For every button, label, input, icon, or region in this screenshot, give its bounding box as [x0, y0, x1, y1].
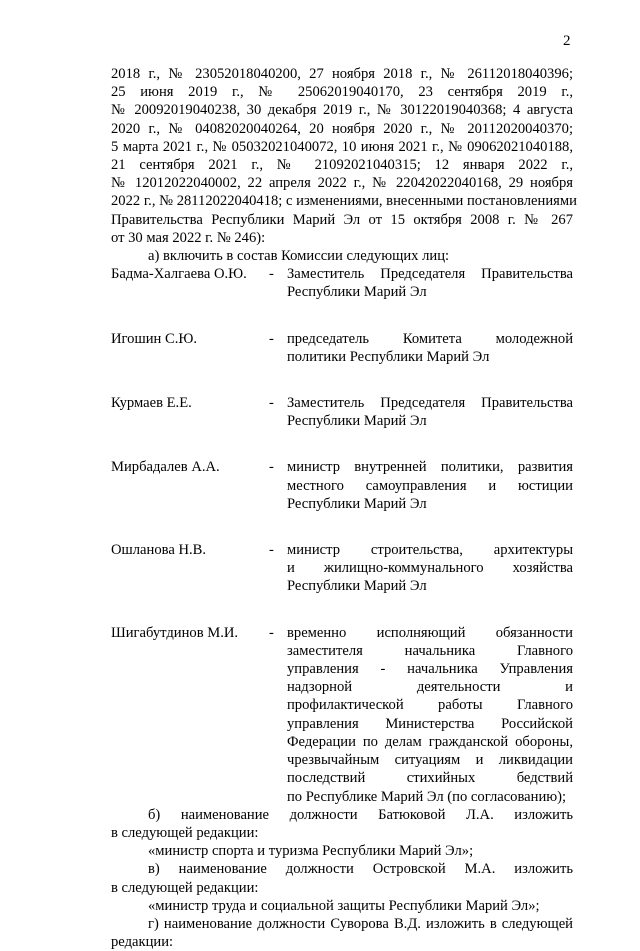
position-line: Республики Марий Эл	[287, 413, 427, 430]
intro-line: № 12012022040002, 22 апреля 2022 г., № 22042022040168, 29 ноября	[111, 175, 573, 192]
page-number: 2	[563, 33, 571, 49]
member-entry	[111, 265, 573, 301]
position-line: Республики Марий Эл	[287, 578, 427, 595]
position-line: последствий стихийных бедствий	[287, 770, 573, 787]
point-b	[111, 806, 573, 861]
position-line: министр строительства, архитектуры	[287, 542, 573, 559]
point-v-line: в следующей редакции:	[111, 879, 259, 896]
intro-line: 25 июня 2019 г., № 25062019040170, 23 сентября 2019 г.,	[111, 84, 573, 101]
intro-line: 2020 г., № 04082020040264, 20 ноября 2020 г., № 20112020040370;	[111, 120, 573, 137]
point-g-line: г) наименование должности Суворова В.Д. изложить в следующей	[148, 915, 573, 932]
position-line: временно исполняющий обязанности	[287, 624, 573, 641]
point-v-quote: «министр труда и социальной защиты Республики Марий Эл»;	[148, 897, 540, 914]
member-dash: -	[269, 395, 274, 412]
position-line: и жилищно-коммунального хозяйства	[287, 560, 573, 577]
position-line: по Республике Марий Эл (по согласованию);	[287, 788, 567, 805]
member-entry	[111, 541, 573, 596]
member-name: Ошланова Н.В.	[111, 542, 207, 559]
point-b-line: в следующей редакции:	[111, 824, 259, 841]
position-line: профилактической работы Главного	[287, 697, 573, 714]
intro-line: 2018 г., № 23052018040200, 27 ноября 2018 г., № 26112018040396;	[111, 66, 573, 82]
member-position	[287, 458, 573, 513]
point-b-line: б) наименование должности Батюковой Л.А. изложить	[148, 806, 573, 823]
member-name: Игошин С.Ю.	[111, 330, 197, 347]
intro-line: от 30 мая 2022 г. № 246):	[111, 229, 266, 246]
point-g	[111, 915, 573, 951]
member-position	[287, 330, 573, 366]
position-line: управления - начальника Управления	[287, 661, 573, 678]
intro-line: 21 сентября 2021 г., № 21092021040315; 12 января 2022 г.,	[111, 157, 573, 174]
member-name: Бадма-Халгаева О.Ю.	[111, 266, 247, 283]
position-line: Заместитель Председателя Правительства	[287, 395, 573, 412]
point-a: а) включить в состав Комиссии следующих лиц:	[148, 248, 450, 265]
member-dash: -	[269, 459, 274, 476]
intro-line: 5 марта 2021 г., № 05032021040072, 10 июня 2021 г., № 09062021040188,	[111, 138, 573, 155]
member-position	[287, 265, 573, 301]
position-line: министр внутренней политики, развития	[287, 459, 573, 476]
member-dash: -	[269, 266, 274, 283]
member-name: Курмаев Е.Е.	[111, 395, 192, 412]
member-dash: -	[269, 330, 274, 347]
point-v-line: в) наименование должности Островской М.А. изложить	[148, 861, 573, 878]
point-g-line: редакции:	[111, 934, 174, 951]
member-position	[287, 541, 573, 596]
position-line: председатель Комитета молодежной	[287, 330, 573, 347]
position-line: заместителя начальника Главного	[287, 642, 573, 659]
member-position	[287, 394, 573, 430]
intro-line: 2022 г., № 28112022040418; с изменениями, внесенными постановлениями	[111, 193, 577, 210]
position-line: местного самоуправления и юстиции	[287, 477, 573, 494]
member-dash: -	[269, 542, 274, 559]
intro-line: Правительства Республики Марий Эл от 15 октября 2008 г. № 267	[111, 211, 573, 228]
member-entry	[111, 458, 573, 513]
member-entry	[111, 330, 573, 366]
position-line: политики Республики Марий Эл	[287, 348, 490, 365]
document-body	[111, 65, 577, 951]
position-line: надзорной деятельности и	[287, 679, 573, 696]
member-entry	[111, 394, 573, 430]
point-b-quote: «министр спорта и туризма Республики Марий Эл»;	[148, 843, 474, 860]
member-name: Шигабутдинов М.И.	[111, 624, 239, 641]
position-line: Республики Марий Эл	[287, 284, 427, 301]
position-line: управления Министерства Российской	[287, 715, 573, 732]
position-line: Республики Марий Эл	[287, 495, 427, 512]
position-line: Заместитель Председателя Правительства	[287, 266, 573, 283]
intro-line: № 20092019040238, 30 декабря 2019 г., № 30122019040368; 4 августа	[111, 102, 573, 119]
position-line: Федерации по делам гражданской обороны,	[287, 733, 573, 750]
point-v	[111, 860, 573, 915]
member-name: Мирбадалев А.А.	[111, 459, 220, 476]
member-dash: -	[269, 624, 274, 641]
member-position	[287, 624, 573, 806]
intro-paragraph	[111, 65, 577, 247]
position-line: чрезвычайным ситуациям и ликвидации	[287, 752, 573, 769]
member-entry	[111, 624, 573, 806]
